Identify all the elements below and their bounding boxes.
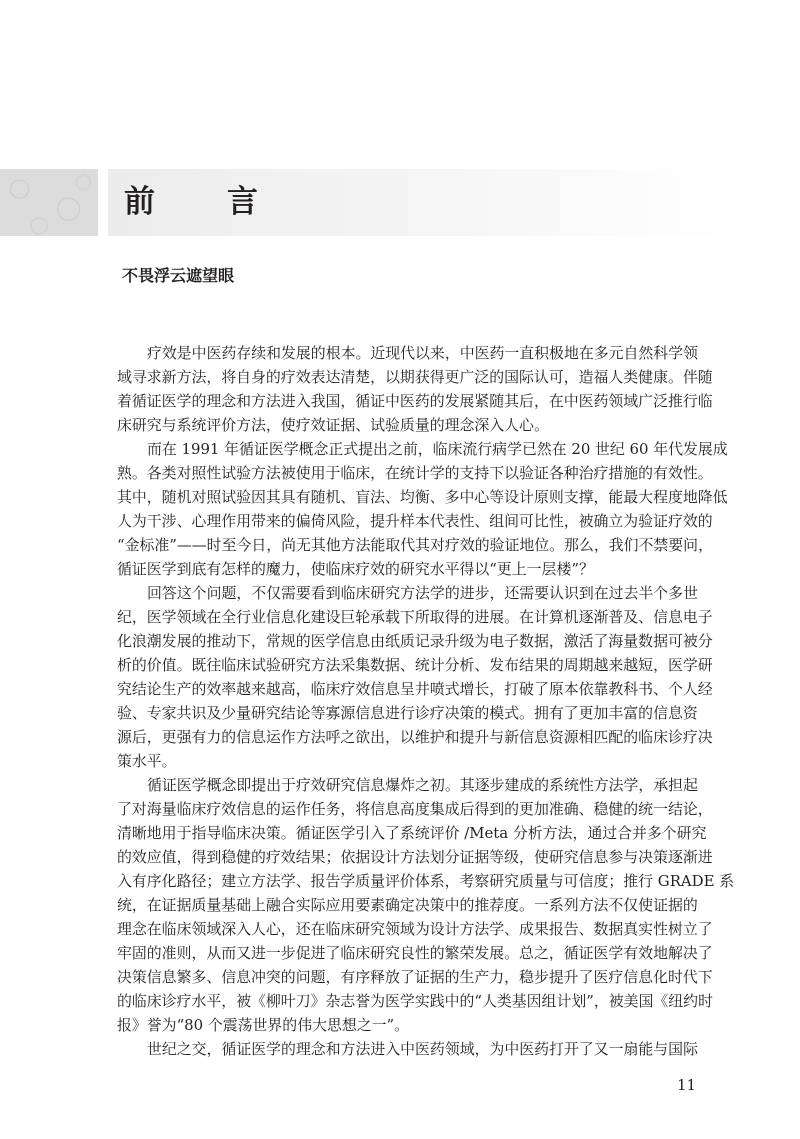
text-line: 报》誉为“80 个震荡世界的伟大思想之一”。 [117, 1016, 410, 1034]
text-line: 究结论生产的效率越来越高，临床疗效信息呈井喷式增长，打破了原本依靠教科书、个人经 [117, 680, 713, 698]
text-line: 验、专家共识及少量研究结论等寡源信息进行诊疗决策的模式。拥有了更加丰富的信息资 [117, 704, 698, 722]
text-line: 源后，更强有力的信息运作方法呼之欲出，以维护和提升与新信息资源相匹配的临床诊疗决 [117, 728, 713, 746]
text-line: 世纪之交，循证医学的理念和方法进入中医药领域，为中医药打开了又一扇能与国际 [147, 1040, 698, 1058]
text-line: 理念在临床领域深入人心，还在临床研究领域为设计方法学、成果报告、数据真实性树立了 [117, 920, 713, 938]
text-line: 析的价值。既往临床试验研究方法采集数据、统计分析、发布结果的周期越来越短，医学研 [117, 656, 713, 674]
text-line: 清晰地用于指导临床决策。循证医学引入了系统评价 /Meta 分析方法，通过合并多个研究 [117, 824, 707, 842]
text-line: 的临床诊疗水平，被《柳叶刀》杂志誉为医学实践中的“人类基因组计划”，被美国《纽约时 [117, 992, 713, 1010]
text-line: 统，在证据质量基础上融合实际应用要素确定决策中的推荐度。一系列方法不仅使证据的 [117, 896, 698, 914]
text-line: 了对海量临床疗效信息的运作任务，将信息高度集成后得到的更加准确、稳健的统一结论， [117, 800, 713, 818]
paragraph [117, 437, 728, 581]
text-line: 循证医学到底有怎样的魔力，使临床疗效的研究水平得以“更上一层楼”？ [117, 560, 594, 578]
text-line: “金标准”——时至今日，尚无其他方法能取代其对疗效的验证地位。那么，我们不禁要问， [117, 536, 713, 554]
text-line: 床研究与系统评价方法，使疗效证据、试验质量的理念深入人心。 [117, 416, 549, 434]
text-line: 熟。各类对照性试验方法被使用于临床，在统计学的支持下以验证各种治疗措施的有效性。 [117, 464, 713, 482]
text-line: 着循证医学的理念和方法进入我国，循证中医药的发展紧随其后，在中医药领域广泛推行临 [117, 392, 713, 410]
page-subtitle: 不畏浮云遮望眼 [122, 266, 235, 285]
paragraph [117, 581, 713, 773]
text-line: 化浪潮发展的推动下，常规的医学信息由纸质记录升级为电子数据，激活了海量数据可被分 [117, 632, 713, 650]
header-decorative-pattern [0, 169, 98, 236]
page-number: 11 [677, 1076, 697, 1094]
paragraph [117, 341, 713, 437]
text-line: 而在 1991 年循证医学概念正式提出之前，临床流行病学已然在 20 世纪 60 年代发展成 [147, 440, 728, 458]
text-line: 循证医学概念即提出于疗效研究信息爆炸之初。其逐步建成的系统性方法学，承担起 [147, 776, 698, 794]
text-line: 回答这个问题，不仅需要看到临床研究方法学的进步，还需要认识到在过去半个多世 [147, 584, 698, 602]
paragraph [117, 773, 735, 1037]
text-line: 牢固的准则，从而又进一步促进了临床研究良性的繁荣发展。总之，循证医学有效地解决了 [117, 944, 713, 962]
paragraph [117, 1037, 698, 1061]
text-line: 纪，医学领域在全行业信息化建设巨轮承载下所取得的进展。在计算机逐渐普及、信息电子 [117, 608, 713, 626]
text-line: 决策信息繁多、信息冲突的问题，有序释放了证据的生产力，稳步提升了医疗信息化时代下 [117, 968, 713, 986]
text-line: 策水平。 [117, 752, 177, 770]
page-title: 前言 [124, 184, 330, 220]
text-line: 疗效是中医药存续和发展的根本。近现代以来，中医药一直积极地在多元自然科学领 [147, 344, 698, 362]
text-line: 域寻求新方法，将自身的疗效表达清楚，以期获得更广泛的国际认可，造福人类健康。伴随 [117, 368, 713, 386]
body-text [117, 341, 735, 1061]
text-line: 入有序化路径；建立方法学、报告学质量评价体系，考察研究质量与可信度；推行 GRADE 系 [117, 872, 735, 890]
text-line: 的效应值，得到稳健的疗效结果；依据设计方法划分证据等级，使研究信息参与决策逐渐进 [117, 848, 713, 866]
text-line: 其中，随机对照试验因其具有随机、盲法、均衡、多中心等设计原则支撑，能最大程度地降低 [117, 488, 728, 506]
text-line: 人为干涉、心理作用带来的偏倚风险，提升样本代表性、组间可比性，被确立为验证疗效的 [117, 512, 713, 530]
